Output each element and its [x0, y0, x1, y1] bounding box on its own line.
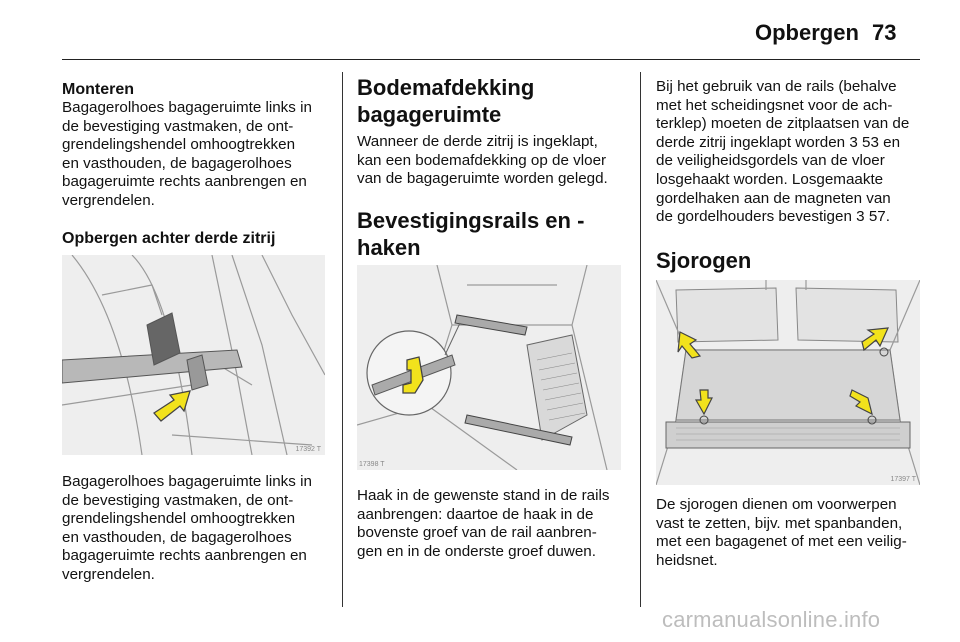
figure-code: 17398 T — [359, 461, 385, 468]
figure-cargo-cover-storage — [62, 255, 325, 455]
heading-bevestigingsrails: Bevestigingsrails en - haken — [357, 207, 585, 260]
column-divider-1 — [342, 72, 343, 607]
page-ref-57[interactable]: 57 — [868, 208, 886, 226]
paragraph-bevestigingsrails: Haak in de gewenste stand in de rails aanbrengen: daartoe de haak in de bovenste groef van de rail aanbren- gen en in de onderste groef duwen. — [357, 487, 610, 560]
page-ref-arrow-icon[interactable]: 3 — [849, 133, 858, 151]
paragraph-rails-gebruik: Bij het gebruik van de rails (behalve met het scheidingsnet voor de ach- terklep) moeten de zitplaatsen van de derde zitrij ingeklapt worden 3 53 en de veiligheidsgordels van de vloer losgehaakt worden. Losgemaakte gordelhaken aan de magneten van de gordelhouders bevestigen 3 57. — [656, 78, 910, 226]
figure-rails-and-hooks — [357, 265, 621, 470]
paragraph-opbergen: Bagagerolhoes bagageruimte links in de bevestiging vastmaken, de ont- grendelingshendel omhoogtrekken en vasthouden, de bagagerolhoes bagageruimte rechts aanbrengen en vergrendelen. — [62, 473, 312, 583]
column-2 — [357, 74, 625, 261]
page-number: 73 — [872, 20, 897, 45]
figure-lashing-eyes — [656, 280, 920, 485]
column-3 — [656, 78, 924, 274]
page-ref-arrow-icon[interactable]: 3 — [856, 208, 865, 226]
paragraph-bodemafdekking: Wanneer de derde zitrij is ingeklapt, kan een bodemafdekking op de vloer van de bagageruimte worden gelegd. — [357, 133, 608, 188]
paragraph-sjorogen: De sjorogen dienen om voorwerpen vast te zetten, bijv. met spanbanden, met een bagagenet of met een veilig- heidsnet. — [656, 496, 907, 569]
page-header-title: Opbergen — [755, 20, 859, 45]
watermark: carmanualsonline.info — [662, 607, 881, 632]
heading-opbergen-achter-derde-zitrij: Opbergen achter derde zitrij — [62, 229, 276, 247]
column-3-lower — [656, 496, 924, 570]
figure-code: 17397 T — [890, 476, 916, 483]
header-rule — [62, 59, 920, 60]
column-1 — [62, 80, 327, 248]
figure-code: 17392 T — [295, 446, 321, 453]
column-2-lower — [357, 487, 625, 561]
heading-bodemafdekking: Bodemafdekking bagageruimte — [357, 75, 535, 127]
heading-sjorogen: Sjorogen — [656, 247, 752, 273]
column-divider-2 — [640, 72, 641, 607]
arrow-icon — [154, 391, 190, 421]
paragraph-monteren: Bagagerolhoes bagageruimte links in de bevestiging vastmaken, de ont- grendelingshendel omhoogtrekken en vasthouden, de bagagerolhoes bagageruimte rechts aanbrengen en vergrendelen. — [62, 99, 312, 209]
page-ref-53[interactable]: 53 — [862, 133, 879, 151]
column-1-lower — [62, 473, 327, 585]
heading-monteren: Monteren — [62, 81, 134, 98]
